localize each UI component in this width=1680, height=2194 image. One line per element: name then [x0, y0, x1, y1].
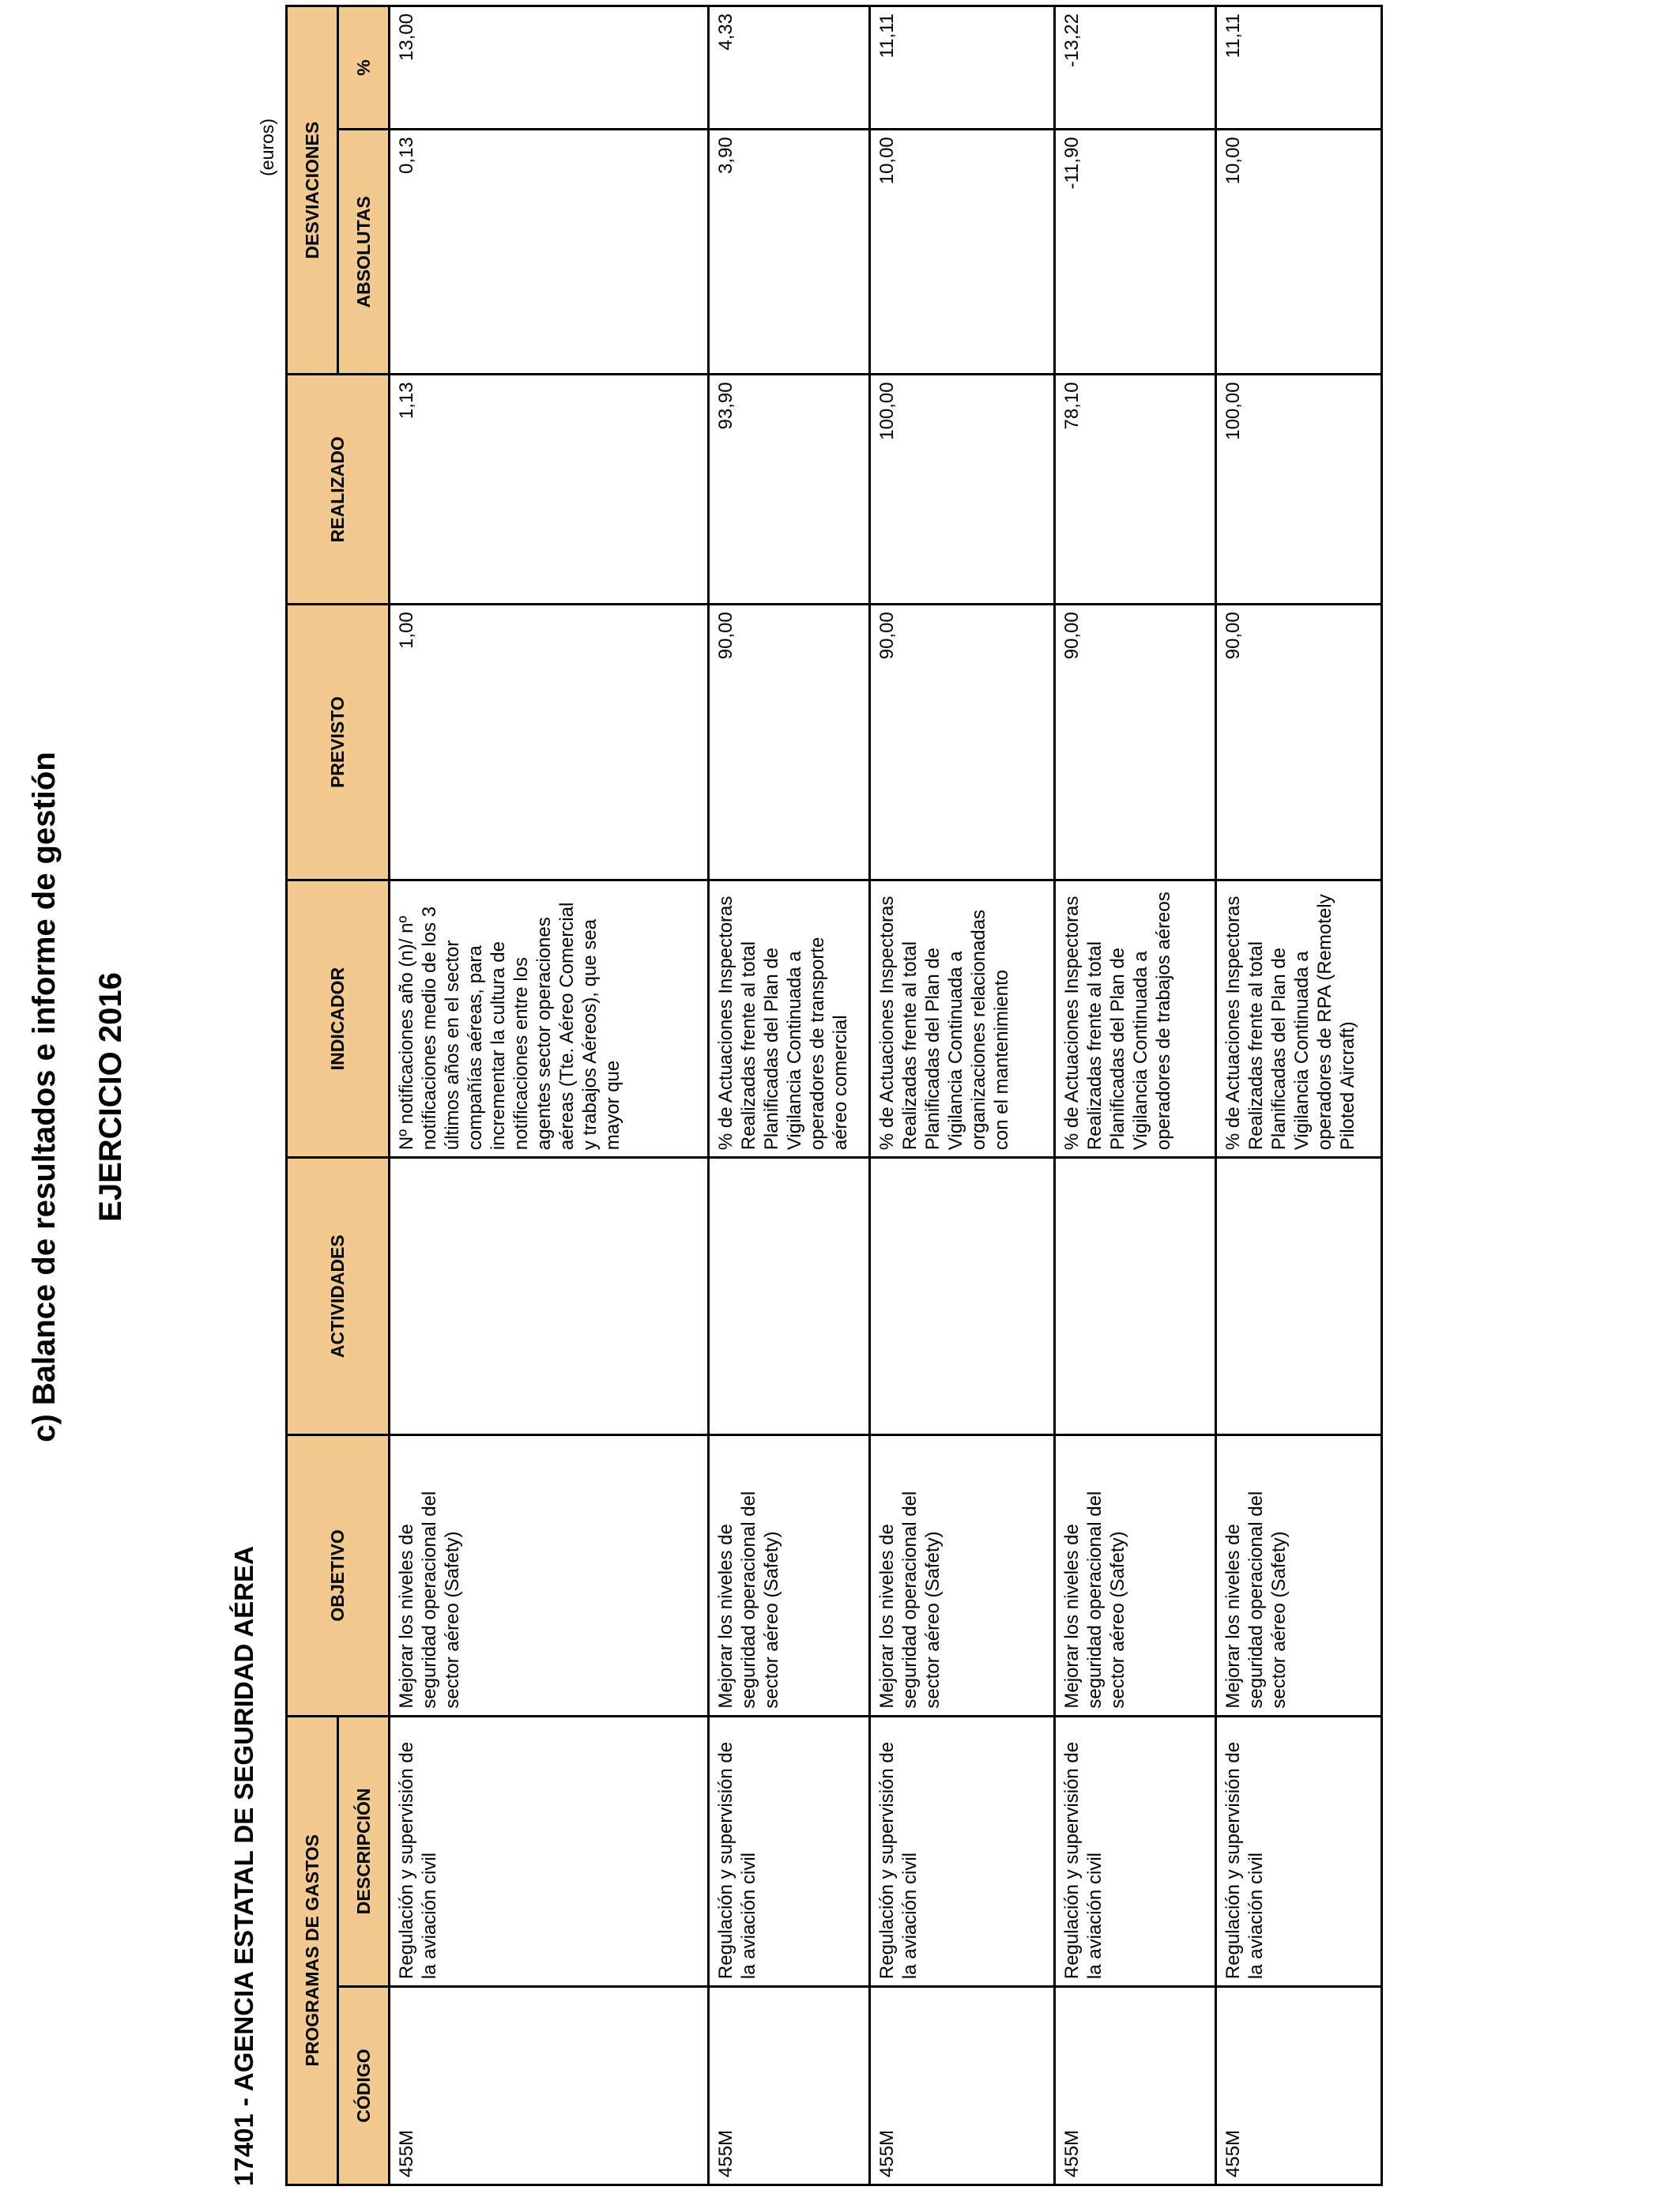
table-row [870, 6, 1055, 2185]
header-objetivo: OBJETIVO [287, 1435, 390, 1716]
cell-descripcion: Regulación y supervisión de la aviación civil [1216, 1716, 1382, 1986]
cell-descripcion: Regulación y supervisión de la aviación civil [1055, 1716, 1216, 1986]
unit-label: (euros) [257, 119, 277, 176]
cell-actividades [390, 1158, 709, 1435]
cell-previsto: 90,00 [1216, 605, 1382, 880]
cell-realizado: 78,10 [1055, 375, 1216, 605]
cell-indicador: % de Actuaciones Inspectoras Realizadas frente al total Planificadas del Plan de Vigilancia Continuada a operadores de RPA (Remotely Piloted Aircraft) [1216, 880, 1382, 1158]
cell-actividades [1055, 1158, 1216, 1435]
cell-absolutas: -11,90 [1055, 130, 1216, 375]
header-desviaciones: DESVIACIONES [287, 6, 338, 375]
cell-previsto: 90,00 [709, 605, 870, 880]
cell-porcentaje: 11,11 [870, 6, 1055, 130]
header-descripcion: DESCRIPCIÓN [338, 1716, 390, 1986]
header-codigo: CÓDIGO [338, 1987, 390, 2185]
cell-descripcion: Regulación y supervisión de la aviación civil [870, 1716, 1055, 1986]
cell-realizado: 1,13 [390, 375, 709, 605]
cell-descripcion: Regulación y supervisión de la aviación civil [709, 1716, 870, 1986]
table-row [1055, 6, 1216, 2185]
cell-objetivo: Mejorar los niveles de seguridad operacional del sector aéreo (Safety) [1055, 1435, 1216, 1716]
header-porcentaje: % [338, 6, 390, 130]
cell-codigo: 455M [1055, 1987, 1216, 2185]
cell-previsto: 90,00 [1055, 605, 1216, 880]
cell-actividades [870, 1158, 1055, 1435]
cell-objetivo: Mejorar los niveles de seguridad operacional del sector aéreo (Safety) [1216, 1435, 1382, 1716]
table-row [390, 6, 709, 2185]
table-row [709, 6, 870, 2185]
cell-descripcion: Regulación y supervisión de la aviación civil [390, 1716, 709, 1986]
cell-codigo: 455M [1216, 1987, 1382, 2185]
header-absolutas: ABSOLUTAS [338, 130, 390, 375]
cell-realizado: 100,00 [1216, 375, 1382, 605]
cell-absolutas: 3,90 [709, 130, 870, 375]
section-title: c) Balance de resultados e informe de gestión [27, 752, 62, 1442]
header-indicador: INDICADOR [287, 880, 390, 1158]
cell-indicador: % de Actuaciones Inspectoras Realizadas frente al total Planificadas del Plan de Vigilancia Continuada a organizaciones relacionadas con el mantenimiento [870, 880, 1055, 1158]
exercise-title: EJERCICIO 2016 [93, 972, 128, 1222]
cell-previsto: 90,00 [870, 605, 1055, 880]
cell-porcentaje: -13,22 [1055, 6, 1216, 130]
cell-previsto: 1,00 [390, 605, 709, 880]
cell-porcentaje: 13,00 [390, 6, 709, 130]
header-actividades: ACTIVIDADES [287, 1158, 390, 1435]
agency-title: 17401 - AGENCIA ESTATAL DE SEGURIDAD AÉREA [229, 1546, 258, 2186]
cell-realizado: 100,00 [870, 375, 1055, 605]
header-realizado: REALIZADO [287, 375, 390, 605]
cell-porcentaje: 4,33 [709, 6, 870, 130]
cell-indicador: % de Actuaciones Inspectoras Realizadas frente al total Planificadas del Plan de Vigilancia Continuada a operadores de transporte aéreo comercial [709, 880, 870, 1158]
cell-actividades [1216, 1158, 1382, 1435]
cell-objetivo: Mejorar los niveles de seguridad operacional del sector aéreo (Safety) [870, 1435, 1055, 1716]
cell-indicador: Nº notificaciones año (n)/ nº notificaciones medio de los 3 últimos años en el sector compañías aéreas, para incrementar la cultura de notificaciones entre los agentes sector operaciones aéreas (Tte. Aéreo Comercial y trabajos Aéreos), que sea mayor que [390, 880, 709, 1158]
table-row [1216, 6, 1382, 2185]
cell-absolutas: 10,00 [1216, 130, 1382, 375]
cell-actividades [709, 1158, 870, 1435]
cell-codigo: 455M [390, 1987, 709, 2185]
cell-porcentaje: 11,11 [1216, 6, 1382, 130]
cell-codigo: 455M [870, 1987, 1055, 2185]
cell-codigo: 455M [709, 1987, 870, 2185]
cell-objetivo: Mejorar los niveles de seguridad operacional del sector aéreo (Safety) [709, 1435, 870, 1716]
cell-objetivo: Mejorar los niveles de seguridad operacional del sector aéreo (Safety) [390, 1435, 709, 1716]
header-group-row [287, 6, 338, 2185]
cell-absolutas: 0,13 [390, 130, 709, 375]
cell-indicador: % de Actuaciones Inspectoras Realizadas frente al total Planificadas del Plan de Vigilancia Continuada a operadores de trabajos aéreos [1055, 880, 1216, 1158]
header-previsto: PREVISTO [287, 605, 390, 880]
header-programas: PROGRAMAS DE GASTOS [287, 1716, 338, 2185]
results-table [285, 5, 1383, 2186]
cell-realizado: 93,90 [709, 375, 870, 605]
cell-absolutas: 10,00 [870, 130, 1055, 375]
